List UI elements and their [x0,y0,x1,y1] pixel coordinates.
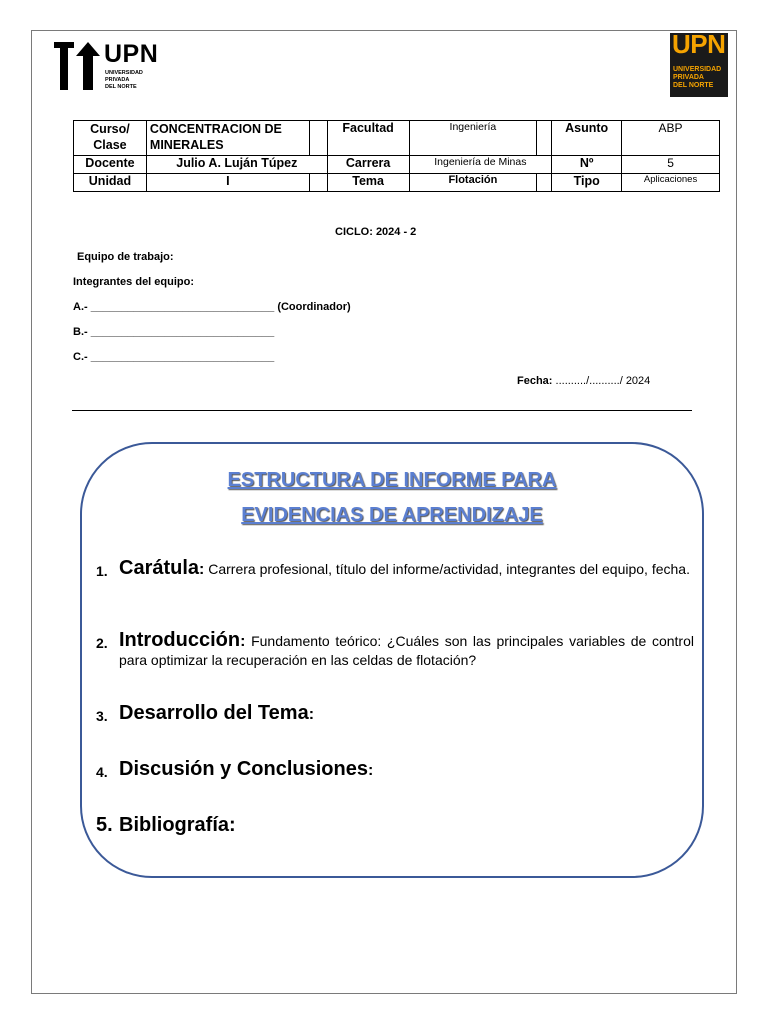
docente-label: Docente [74,156,147,174]
member-c-prefix: C.- [73,351,88,363]
asunto-label: Asunto [552,121,622,156]
arrow-logo-icon [54,42,100,90]
asunto-value: ABP [622,121,720,156]
member-a-role: (Coordinador) [277,301,351,313]
item-3-number: 3. [96,708,108,724]
docente-value: Julio A. Luján Túpez [146,156,327,174]
item-1-colon: : [199,561,205,578]
curso-value: CONCENTRACION DE MINERALES [146,121,309,156]
fecha-value: ........../........../ 2024 [552,375,651,387]
fecha-label: Fecha: [517,375,553,387]
item-2-number: 2. [96,635,108,651]
structure-item-1 [96,559,694,579]
member-b-line: ______________________________ [90,326,275,338]
logo-right-sub-3: DEL NORTE [673,82,714,89]
ciclo-text: CICLO: 2024 - 2 [335,226,417,238]
carrera-value: Ingeniería de Minas [409,156,552,174]
member-a-prefix: A.- [73,301,88,313]
tipo-label: Tipo [552,174,622,192]
empty-cell [537,174,552,192]
structure-item-2 [96,631,694,669]
item-4-colon: : [367,762,374,779]
course-info-table [73,120,720,192]
structure-item-5 [96,816,694,835]
logo-left-sub-3: DEL NORTE [105,84,137,90]
integrantes-label: Integrantes del equipo: [73,276,195,288]
facultad-label: Facultad [327,121,409,156]
carrera-label: Carrera [327,156,409,174]
empty-cell [309,174,327,192]
upn-logo-right [670,29,728,97]
item-3-colon: : [308,706,315,723]
logo-right-sub-1: UNIVERSIDAD [673,66,722,73]
member-a [73,301,351,313]
tipo-value: Aplicaciones [622,174,720,192]
facultad-value: Ingeniería [409,121,537,156]
item-2-heading: Introducción [119,629,241,651]
item-3-heading: Desarrollo del Tema [119,702,309,724]
item-1-number: 1. [96,563,108,579]
member-b-prefix: B.- [73,326,88,338]
item-4-heading: Discusión y Conclusiones [119,758,368,780]
equipo-label: Equipo de trabajo: [77,251,174,263]
numero-label: Nº [552,156,622,174]
upn-logo-left [54,42,164,92]
empty-cell [537,121,552,156]
logo-right-name: UPN [672,29,726,59]
item-1-heading: Carátula [119,557,200,579]
structure-item-4 [96,760,694,780]
empty-cell [309,121,327,156]
tema-label: Tema [327,174,409,192]
logo-left-name: UPN [104,40,159,68]
curso-label: Curso/ Clase [74,121,147,156]
box-title-line-2: EVIDENCIAS DE APRENDIZAJE [241,504,543,526]
item-5-heading: Bibliografía: [119,814,236,836]
tema-value: Flotación [409,174,537,192]
unidad-label: Unidad [74,174,147,192]
divider-line [72,410,692,411]
numero-value: 5 [622,156,720,174]
item-2-colon: : [240,633,246,650]
item-5-number: 5. [96,814,113,836]
item-1-text: Carrera profesional, título del informe/actividad, integrantes del equipo, fecha. [204,561,690,577]
logo-left-sub-1: UNIVERSIDAD [105,70,143,76]
fecha-field [517,375,650,387]
member-c-line: ______________________________ [90,351,275,363]
member-c [73,351,274,363]
box-title-line-1: ESTRUCTURA DE INFORME PARA [227,469,557,491]
item-2-text: Fundamento teórico: ¿Cuáles son las principales variables de control para optimizar la recuperación en las celdas de flotación? [119,633,694,668]
member-b [73,326,274,338]
item-4-number: 4. [96,764,108,780]
unidad-value: I [146,174,309,192]
member-a-line: ______________________________ [90,301,275,313]
logo-left-sub-2: PRIVADA [105,77,130,83]
structure-item-3 [96,704,694,724]
logo-right-sub-2: PRIVADA [673,74,704,81]
